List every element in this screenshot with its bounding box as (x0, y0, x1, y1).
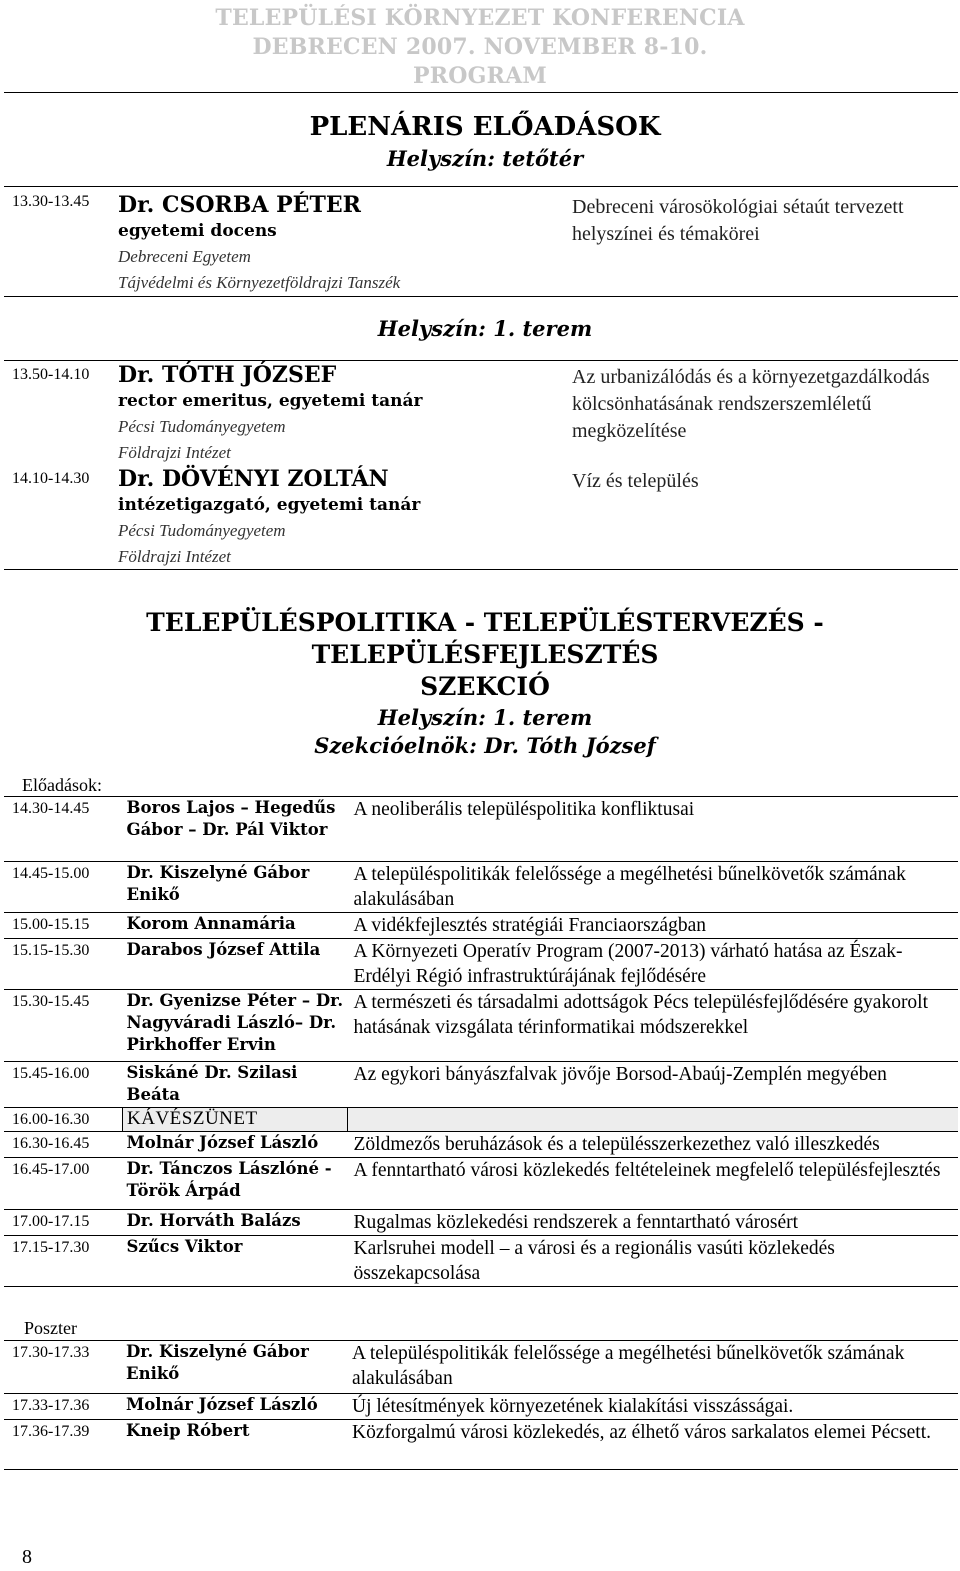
poster-table (4, 1341, 958, 1470)
speaker-block (118, 192, 400, 296)
plenary-venue-2: Helyszín: 1. terem (377, 316, 593, 341)
conference-header (0, 4, 960, 91)
speaker-role: intézetigazgató, egyetemi tanár (118, 495, 421, 515)
plenary-title: PLENÁRIS ELŐADÁSOK (309, 112, 661, 142)
table-row (4, 912, 958, 938)
section-venue: Helyszín: 1. terem (377, 705, 593, 730)
talk-title (348, 1107, 959, 1131)
plenary-rule-2 (4, 360, 958, 361)
speaker-names: Szűcs Viktor (126, 1236, 243, 1256)
table-row (4, 1131, 958, 1157)
conference-title: TELEPÜLÉSI KÖRNYEZET KONFERENCIA (215, 5, 745, 31)
talk-time: 17.00-17.15 (12, 1212, 90, 1230)
coffee-break-row (4, 1107, 958, 1131)
table-row (4, 1419, 958, 1469)
table-row (4, 938, 958, 989)
speaker-department: Földrajzi Intézet (118, 547, 231, 566)
page-number: 8 (22, 1546, 32, 1568)
table-row (4, 797, 958, 861)
talk-time: 16.00-16.30 (12, 1110, 90, 1128)
talk-time: 14.30-14.45 (12, 800, 90, 817)
table-row (4, 1393, 958, 1419)
talk-time: 14.45-15.00 (12, 864, 90, 882)
talk-time: 17.15-17.30 (12, 1238, 90, 1256)
talk-title: A településpolitikák felelőssége a megélhetési bűnelkövetők számának alakulásában (352, 1343, 905, 1389)
speaker-names: Korom Annamária (126, 913, 296, 933)
speaker-affiliation: Pécsi Tudományegyetem (118, 521, 286, 540)
talk-time: 17.30-17.33 (12, 1344, 90, 1361)
talk-title: Zöldmezős beruházások és a településszerkezethez való illeszkedés (353, 1133, 880, 1155)
poster-label: Poszter (24, 1318, 77, 1338)
table-row (4, 989, 958, 1061)
speaker-name: Dr. CSORBA PÉTER (118, 192, 361, 218)
plenary-rule-bottom (4, 569, 958, 570)
talk-title: Víz és település (572, 470, 699, 492)
speaker-names: Dr. Kiszelyné Gábor Enikő (126, 862, 310, 904)
talk-title: A neoliberális településpolitika konfliktusai (353, 799, 695, 820)
speaker-block (118, 466, 420, 570)
section-title-line-2: TELEPÜLÉSFEJLESZTÉS (311, 640, 659, 669)
talk-time: 13.50-14.10 (12, 366, 90, 383)
talk-title: Közforgalmú városi közlekedés, az élhető város sarkalatos elemei Pécsett. (352, 1421, 932, 1443)
talk-time: 17.36-17.39 (12, 1422, 90, 1440)
speaker-names: Darabos József Attila (126, 939, 321, 959)
speaker-names: Molnár József László (126, 1132, 319, 1152)
table-row (4, 1209, 958, 1235)
talk-time: 15.45-16.00 (12, 1064, 90, 1082)
talk-time: 17.33-17.36 (12, 1396, 90, 1414)
speaker-affiliation: Debreceni Egyetem (118, 247, 251, 266)
speaker-role: egyetemi docens (118, 221, 277, 241)
speaker-name: Dr. DÖVÉNYI ZOLTÁN (118, 466, 389, 492)
speaker-names: Boros Lajos – Hegedűs Gábor – Dr. Pál Viktor (126, 798, 336, 839)
table-row (4, 1157, 958, 1209)
talk-title: A fenntartható városi közlekedés feltételeinek megfelelő településfejlesztés (353, 1159, 941, 1181)
speaker-names: Kneip Róbert (126, 1420, 250, 1440)
speaker-names: Dr. Horváth Balázs (126, 1210, 301, 1230)
talk-time: 14.10-14.30 (12, 470, 90, 487)
section-title-line-1: TELEPÜLÉSPOLITIKA - TELEPÜLÉSTERVEZÉS - (146, 608, 824, 637)
table-row (4, 1341, 958, 1393)
speaker-block (118, 362, 422, 466)
plenary-rule-top (4, 186, 958, 187)
talk-title: Az egykori bányászfalvak jövője Borsod-Abaúj-Zemplén megyében (353, 1063, 887, 1085)
talk-title: A Környezeti Operatív Program (2007-2013) várható hatása az Észak-Erdélyi Régió infrastruktúrájának fejlődésére (353, 940, 903, 987)
talk-title: Új létesítmények környezetének kialakítási visszásságai. (352, 1395, 794, 1417)
header-rule (4, 92, 958, 93)
talk-time: 16.30-16.45 (12, 1134, 90, 1152)
talk-time: 15.00-15.15 (12, 915, 90, 933)
speaker-affiliation: Pécsi Tudományegyetem (118, 417, 286, 436)
speaker-role: rector emeritus, egyetemi tanár (118, 391, 423, 411)
plenary-rule (4, 296, 958, 297)
section-title-line-3: SZEKCIÓ (420, 672, 550, 701)
talk-title: A természeti és társadalmi adottságok Pécs településfejlődésére gyakorolt hatásának vizsgálata térinformatikai módszerekkel (353, 991, 929, 1038)
talk-title: Karlsruhei modell – a városi és a regionális vasúti közlekedés összekapcsolása (353, 1237, 835, 1284)
speaker-names: Dr. Tánczos Lászlóné - Török Árpád (126, 1158, 332, 1200)
table-row (4, 1235, 958, 1286)
talk-time: 13.30-13.45 (12, 193, 90, 210)
talks-label: Előadások: (22, 775, 102, 795)
speaker-names: Dr. Kiszelyné Gábor Enikő (126, 1342, 309, 1383)
table-row (4, 861, 958, 912)
speaker-names: Dr. Gyenizse Péter – Dr. Nagyváradi László– Dr. Pirkhoffer Ervin (126, 990, 344, 1054)
speaker-department: Tájvédelmi és Környezetföldrajzi Tanszék (118, 273, 401, 292)
speaker-name: Dr. TÓTH JÓZSEF (118, 362, 337, 388)
talk-title: A vidékfejlesztés stratégiái Franciaországban (353, 914, 706, 936)
speaker-names: Molnár József László (126, 1394, 318, 1414)
program-label: PROGRAM (413, 63, 547, 89)
talk-title: Az urbanizálódás és a környezetgazdálkodás kölcsönhatásának rendszerszemléletű megközelítése (572, 366, 930, 442)
talk-time: 15.15-15.30 (12, 941, 90, 959)
conference-date: DEBRECEN 2007. NOVEMBER 8-10. (252, 34, 708, 60)
speaker-department: Földrajzi Intézet (118, 443, 231, 462)
speaker-names: KÁVÉSZÜNET (123, 1107, 348, 1131)
session-table (4, 797, 958, 1287)
table-row (4, 1061, 958, 1107)
talk-title: A településpolitikák felelőssége a megélhetési bűnelkövetők számának alakulásában (353, 863, 906, 910)
talk-title: Debreceni városökológiai sétaút tervezett helyszínei és témakörei (572, 196, 904, 245)
talk-time: 15.30-15.45 (12, 992, 90, 1010)
talk-title: Rugalmas közlekedési rendszerek a fenntartható városért (353, 1211, 799, 1233)
talk-time: 16.45-17.00 (12, 1160, 90, 1178)
speaker-names: Siskáné Dr. Szilasi Beáta (126, 1062, 298, 1104)
plenary-venue-1: Helyszín: tetőtér (386, 146, 584, 171)
section-chair: Szekcióelnök: Dr. Tóth József (314, 733, 656, 758)
